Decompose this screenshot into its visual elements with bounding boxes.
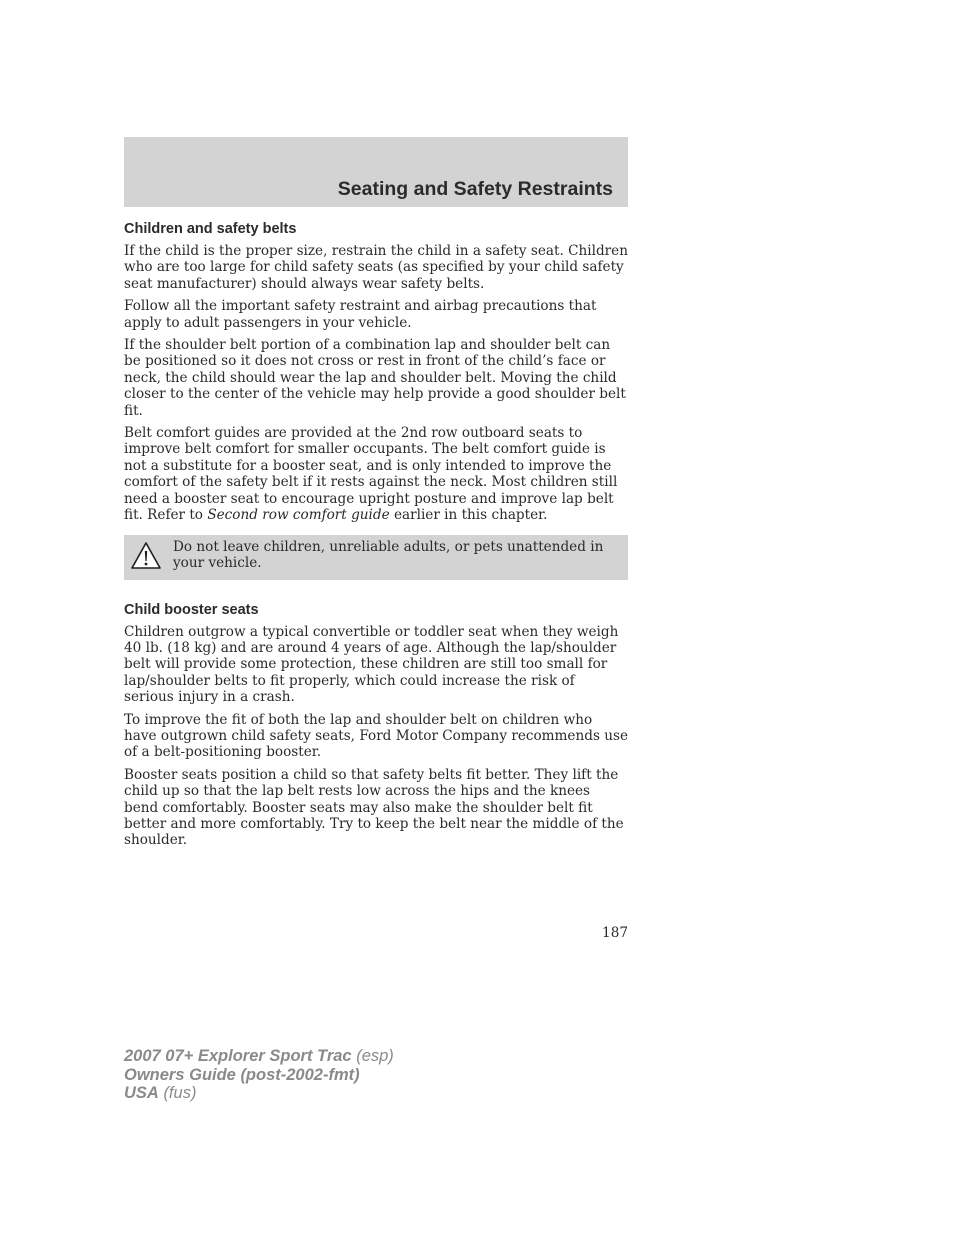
paragraph: If the shoulder belt portion of a combination lap and shoulder belt can be positioned so it does not cross or rest in front of the child’s face or neck, the child should wear the lap and shoulder belt. Moving the child closer to the center of the vehicle may help provide a good shoulder belt fit. <box>124 337 626 419</box>
page-content <box>124 220 628 855</box>
paragraph-text: earlier in this chapter. <box>389 507 548 524</box>
section-header-band <box>124 137 628 207</box>
paragraph-text: Belt comfort guides are provided at the 2nd row outboard seats to improve belt comfort for smaller occupants. The belt comfort guide is not a substitute for a booster seat, and is only intended to improve the comfort of the safety belt if it rests against the neck. Most children still need a booster seat to encourage upright posture and improve lap belt fit. Refer to <box>124 425 618 524</box>
footer-lang: (esp) <box>356 1047 394 1065</box>
footer-guide: Owners Guide (post-2002-fmt) <box>124 1065 360 1084</box>
paragraph-belt-comfort-guides <box>124 425 628 523</box>
warning-text: Do not leave children, unreliable adults, or pets unattended in your vehicle. <box>173 538 604 571</box>
page-number: 187 <box>602 925 628 941</box>
paragraph: To improve the fit of both the lap and shoulder belt on children who have outgrown child safety seats, Ford Motor Company recommends use of a belt-positioning booster. <box>124 711 629 761</box>
document-footer <box>124 1047 394 1103</box>
footer-market-code: (fus) <box>163 1084 197 1102</box>
paragraph: Follow all the important safety restraint and airbag precautions that apply to adult passengers in your vehicle. <box>124 298 597 331</box>
warning-box <box>124 535 628 580</box>
footer-model: 2007 07+ Explorer Sport Trac <box>124 1047 352 1065</box>
section-title: Seating and Safety Restraints <box>337 178 613 200</box>
footer-market: USA <box>124 1084 159 1102</box>
paragraph: If the child is the proper size, restrain the child in a safety seat. Children who are too large for child safety seats (as specified by your child safety seat manufacturer) should always wear safety belts. <box>124 243 628 292</box>
paragraph: Booster seats position a child so that safety belts fit better. They lift the child up so that the lap belt rests low across the hips and the knees bend comfortably. Booster seats may also make the shoulder belt fit better and more comfortably. Try to keep the belt near the middle of the shoulder. <box>124 766 624 849</box>
cross-reference: Second row comfort guide <box>207 507 390 524</box>
paragraph: Children outgrow a typical convertible or toddler seat when they weigh 40 lb. (18 kg) and are around 4 years of age. Although the lap/shoulder belt will provide some protection, these children are still too small for lap/shoulder belts to fit properly, which could increase the risk of serious injury in a crash. <box>124 623 619 706</box>
heading-child-booster-seats: Child booster seats <box>124 601 259 618</box>
heading-children-safety-belts: Children and safety belts <box>124 221 297 237</box>
warning-triangle-icon <box>130 541 162 571</box>
